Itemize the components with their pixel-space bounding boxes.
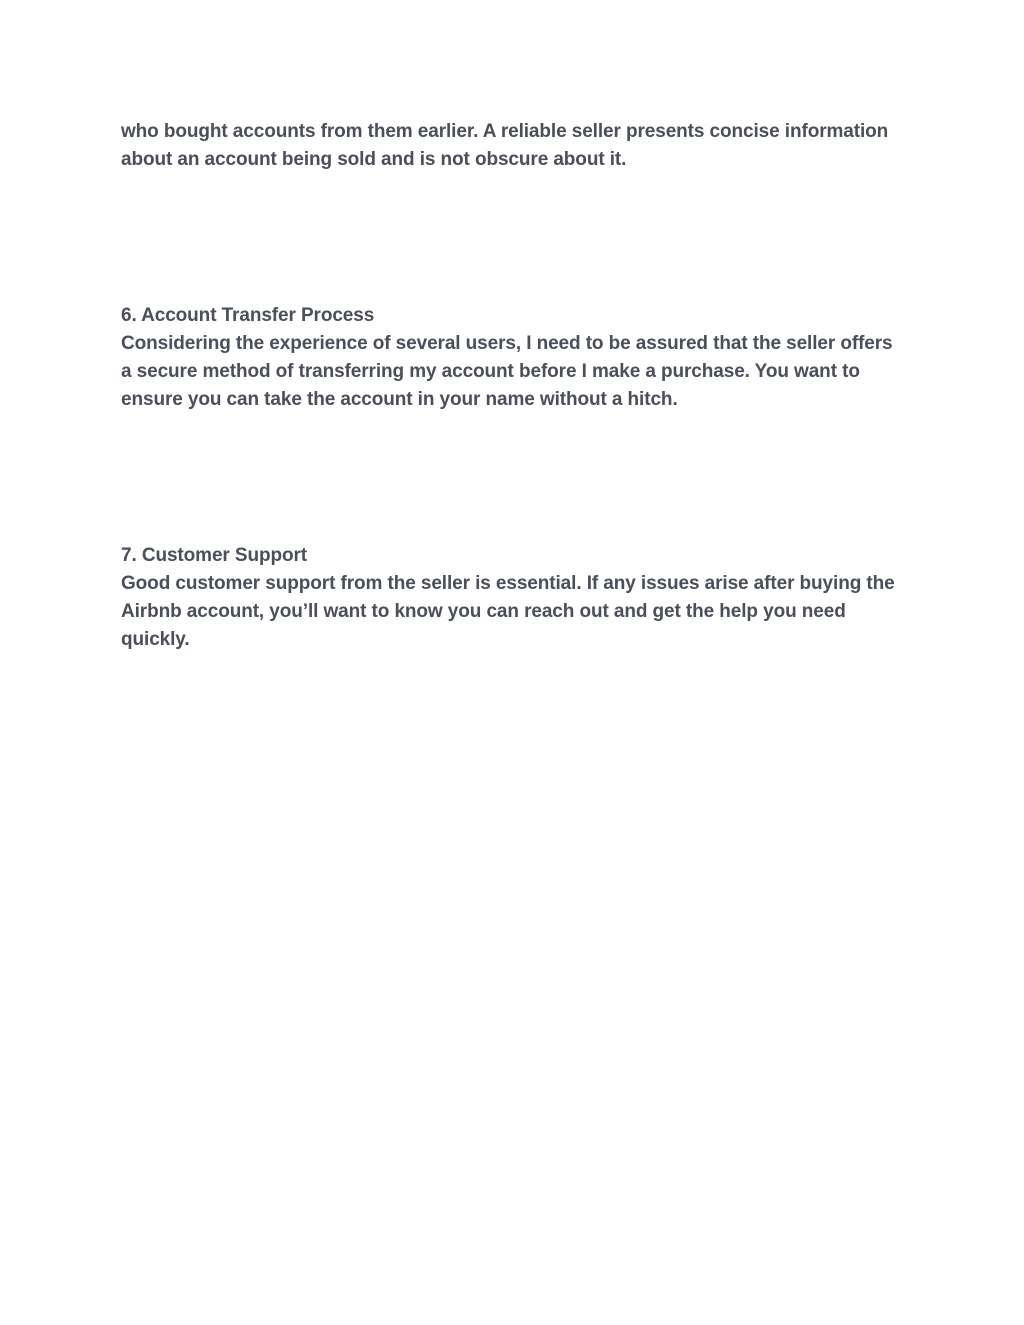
paragraph-line: who bought accounts from them earlier. A reliable seller presents concise information xyxy=(121,121,889,142)
section-account-transfer xyxy=(121,302,921,414)
paragraph-line: Considering the experience of several users, I need to be assured that the seller offers xyxy=(121,333,893,354)
section-heading: 6. Account Transfer Process xyxy=(121,305,375,326)
paragraph-line: Airbnb account, you’ll want to know you can reach out and get the help you need xyxy=(121,601,846,622)
section-customer-support xyxy=(121,542,921,654)
paragraph-line: a secure method of transferring my account before I make a purchase. You want to xyxy=(121,361,860,382)
paragraph-line: about an account being sold and is not obscure about it. xyxy=(121,149,627,170)
section-heading: 7. Customer Support xyxy=(121,545,308,566)
paragraph-line: Good customer support from the seller is essential. If any issues arise after buying the xyxy=(121,573,895,594)
paragraph-line: ensure you can take the account in your name without a hitch. xyxy=(121,389,678,410)
paragraph-continuation xyxy=(121,118,921,174)
paragraph-line: quickly. xyxy=(121,629,190,650)
